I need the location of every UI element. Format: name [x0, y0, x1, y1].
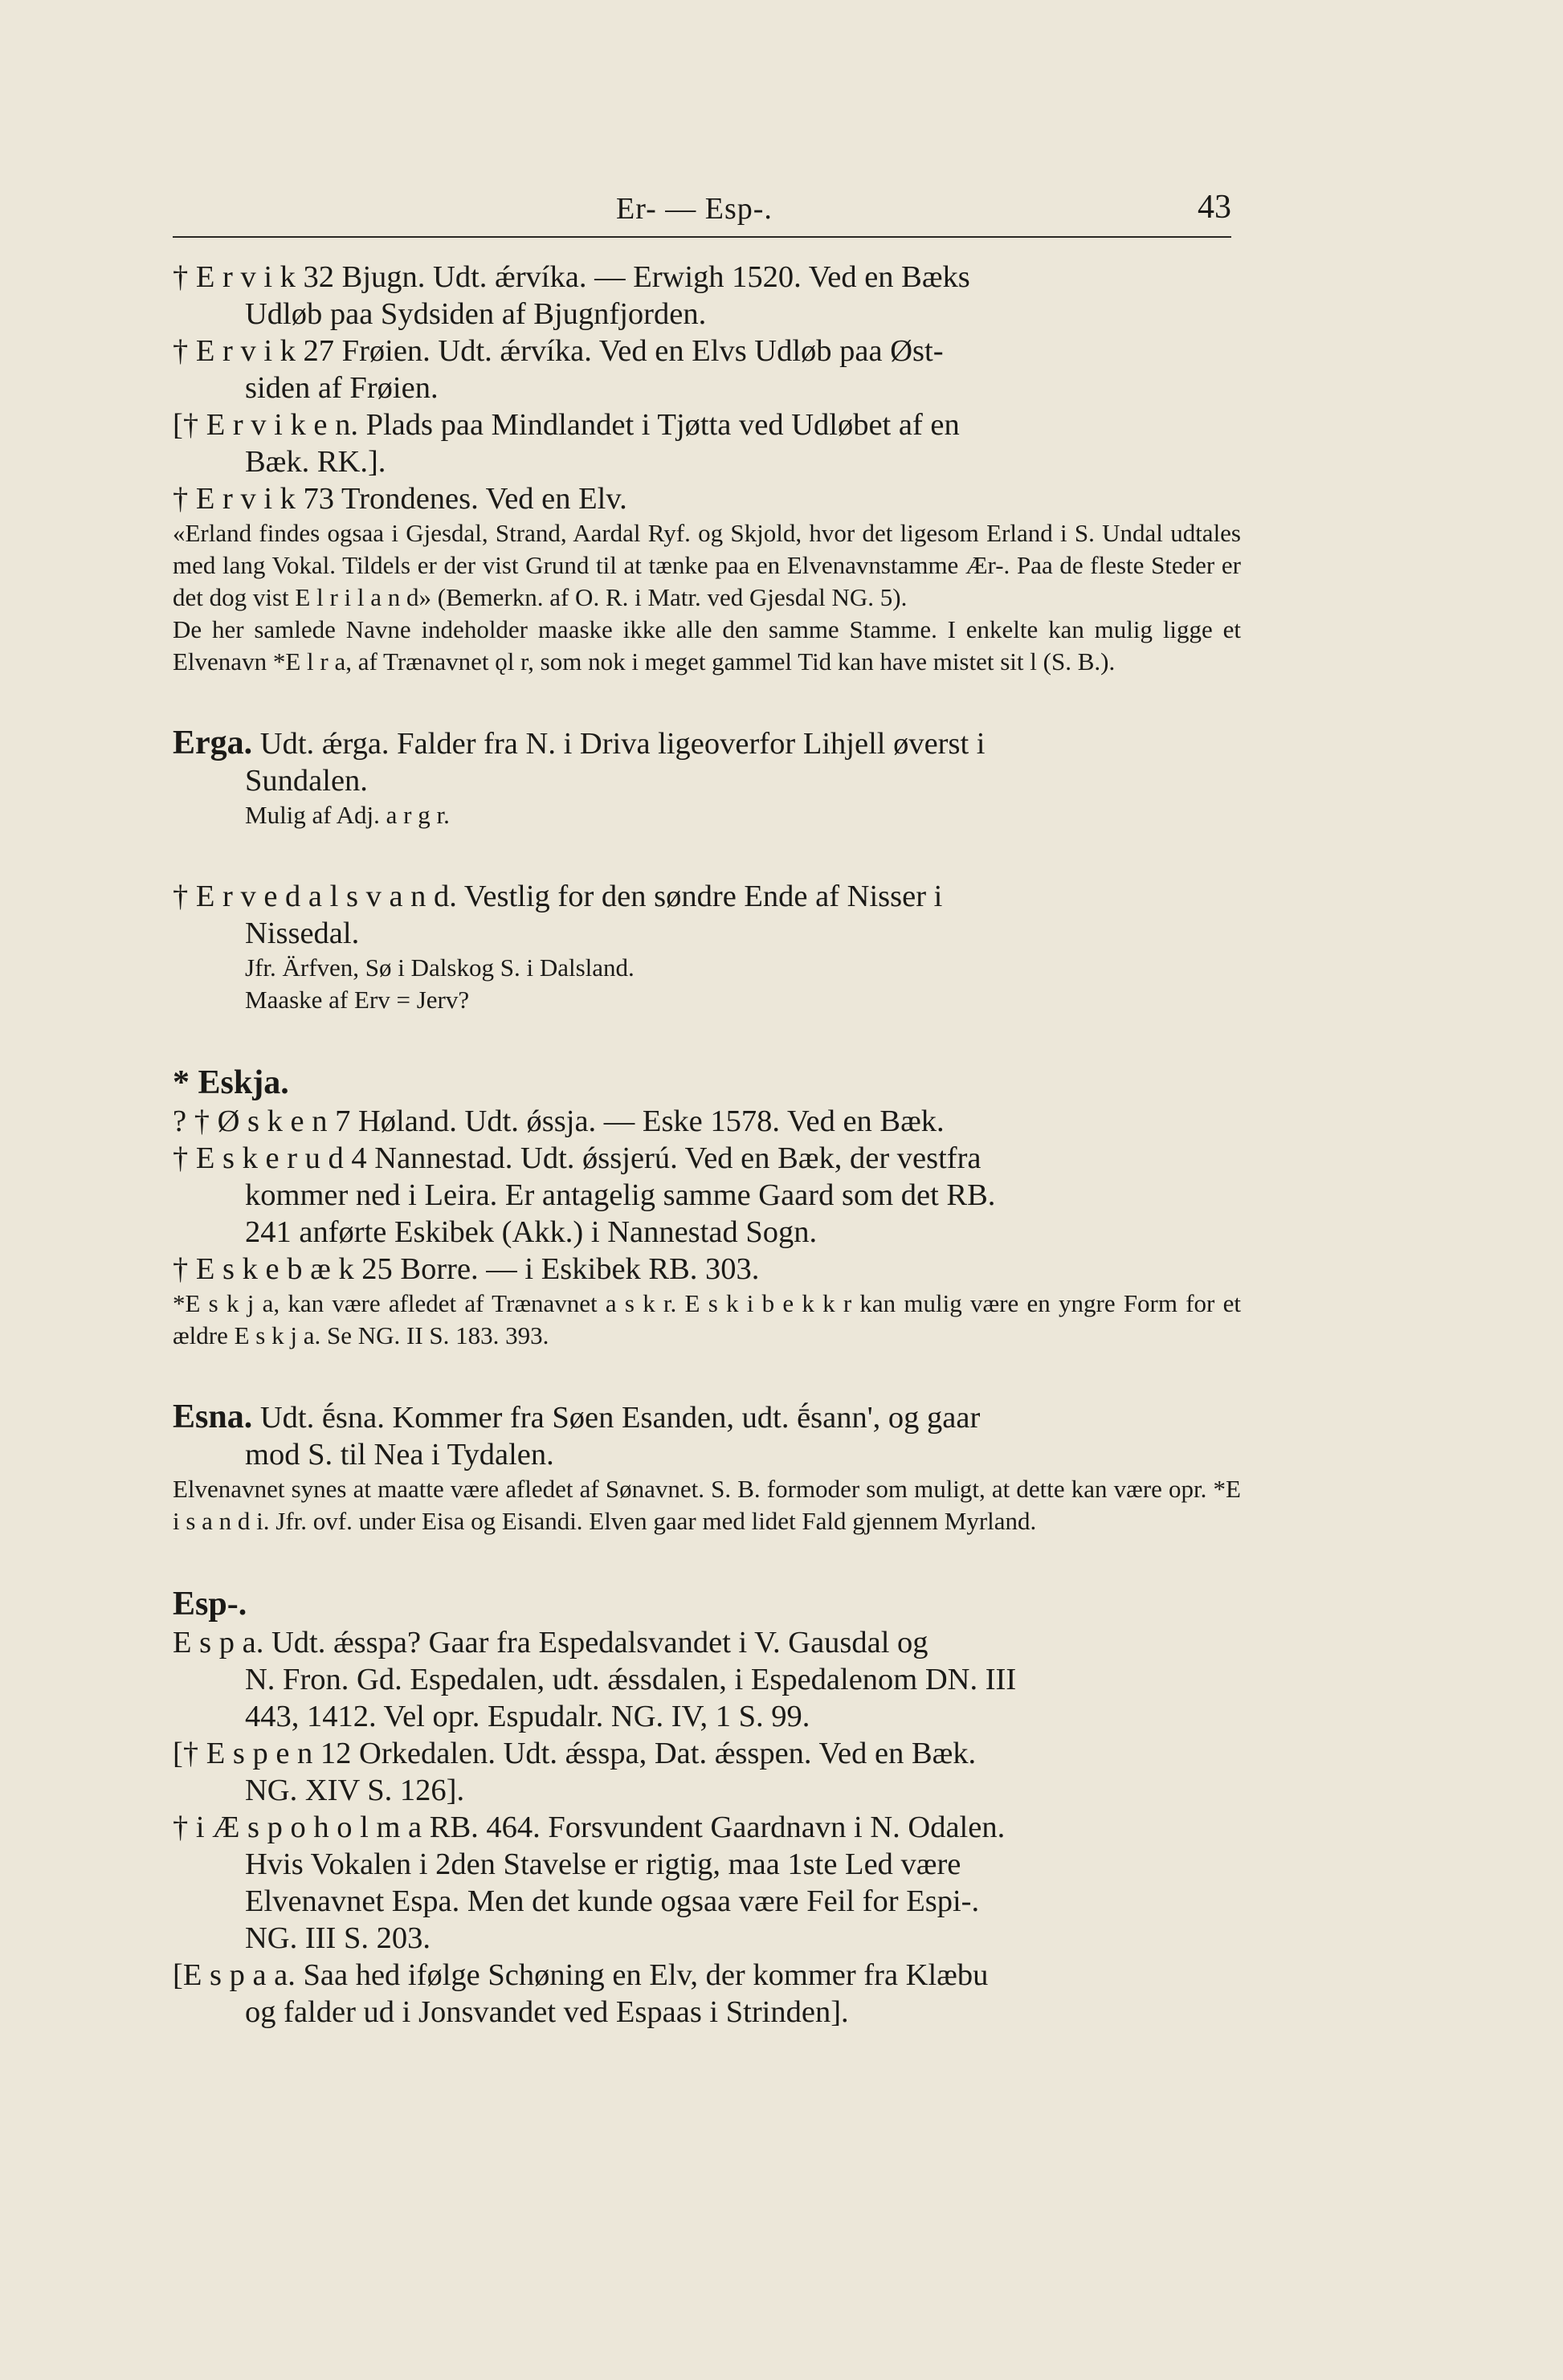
entry-first-line: Erga. Udt. ǽrga. Falder fra N. i Driva ligeoverfor Lihjell øverst i: [173, 725, 986, 761]
entry-first-line: ? † Ø s k e n 7 Høland. Udt. ǿssja. — Eske 1578. Ved en Bæk.: [173, 1104, 945, 1138]
running-header: [173, 191, 1231, 238]
entry-first-line: † E r v i k 27 Frøien. Udt. ǽrvíka. Ved en Elvs Udløb paa Øst-: [173, 334, 944, 368]
entry-continuation-line: NG. III S. 203.: [245, 1921, 431, 1955]
remark-paragraph: De her samlede Navne indeholder maaske ikke alle den samme Stamme. I enkelte kan mulig ligge et Elvenavn *E l r a, af Trænavnet ǫl r, som nok i meget gammel Tid kan have mistet sit l (S. B.).: [173, 615, 1241, 676]
entry-continuation-line: N. Fron. Gd. Espedalen, udt. ǽssdalen, i Espedalenom DN. III: [245, 1663, 1017, 1696]
place-name-entry: [173, 259, 1241, 333]
block-gap: [173, 678, 1241, 725]
entry-first-line: † E r v i k 73 Trondenes. Ved en Elv.: [173, 482, 627, 516]
place-name-entry: [173, 333, 1241, 406]
entry-first-line: † E s k e b æ k 25 Borre. — i Eskibek RB. 303.: [173, 1252, 760, 1286]
entry-continuation-line: 241 anførte Eskibek (Akk.) i Nannestad Sogn.: [245, 1215, 818, 1249]
entry-first-line: † E r v e d a l s v a n d. Vestlig for den søndre Ende af Nisser i: [173, 880, 943, 913]
remark-paragraph: Maaske af Erv = Jerv?: [245, 986, 470, 1014]
entry-continuation-line: NG. XIV S. 126].: [245, 1774, 465, 1807]
page-body: [173, 259, 1241, 2031]
block-gap: [173, 1352, 1241, 1398]
entry-continuation-line: Sundalen.: [245, 764, 368, 798]
entry-first-line: Esna. Udt. ḗsna. Kommer fra Søen Esanden, udt. ḗsann', og gaar: [173, 1398, 981, 1435]
entry-continuation-line: 443, 1412. Vel opr. Espudalr. NG. IV, 1 S. 99.: [245, 1700, 810, 1733]
block-gap: [173, 1537, 1241, 1584]
place-name-entry: [173, 1957, 1241, 2031]
remark-paragraph: Jfr. Ärfven, Sø i Dalskog S. i Dalsland.: [245, 953, 635, 982]
block-gap: [173, 1016, 1241, 1063]
running-title: Er- — Esp-.: [616, 192, 773, 226]
entry-first-line: † E r v i k 32 Bjugn. Udt. ǽrvíka. — Erwigh 1520. Ved en Bæks: [173, 260, 970, 294]
entry-first-line: [† E s p e n 12 Orkedalen. Udt. ǽsspa, Dat. ǽsspen. Ved en Bæk.: [173, 1737, 977, 1770]
place-name-entry: [173, 1624, 1241, 1735]
section-heading: * Eskja.: [173, 1064, 289, 1101]
entry-continuation-line: og falder ud i Jonsvandet ved Espaas i Strinden].: [245, 1995, 849, 2029]
entry-continuation-line: Nissedal.: [245, 916, 360, 950]
place-name-entry: [173, 480, 1241, 517]
place-name-entry: [173, 878, 1241, 952]
entry-continuation-line: Hvis Vokalen i 2den Stavelse er rigtig, maa 1ste Led være: [245, 1847, 961, 1881]
place-name-entry: [173, 1398, 1241, 1473]
place-name-entry: [173, 1251, 1241, 1288]
entry-continuation-line: siden af Frøien.: [245, 371, 439, 405]
entry-first-line: † E s k e r u d 4 Nannestad. Udt. ǿssjerú. Ved en Bæk, der vestfra: [173, 1141, 981, 1175]
block-gap: [173, 831, 1241, 878]
entry-continuation-line: Udløb paa Sydsiden af Bjugnfjorden.: [245, 297, 707, 331]
place-name-entry: [173, 1103, 1241, 1140]
place-name-entry: [173, 725, 1241, 799]
place-name-entry: [173, 1809, 1241, 1957]
remark-paragraph: «Erland findes ogsaa i Gjesdal, Strand, Aardal Ryf. og Skjold, hvor det ligesom Erland i S. Undal udtales med lang Vokal. Tildels er der vist Grund til at tænke paa en Elvenavnstamme Ær-. Paa de fleste Steder er det dog vist E l r i l a n d» (Bemerkn. af O. R. i Matr. ved Gjesdal NG. 5).: [173, 519, 1241, 611]
entry-first-line: [† E r v i k e n. Plads paa Mindlandet i Tjøtta ved Udløbet af en: [173, 408, 960, 442]
entry-first-line: † i Æ s p o h o l m a RB. 464. Forsvundent Gaardnavn i N. Odalen.: [173, 1811, 1006, 1844]
remark-paragraph: *E s k j a, kan være afledet af Trænavnet a s k r. E s k i b e k k r kan mulig være en yngre Form for et ældre E s k j a. Se NG. II S. 183. 393.: [173, 1289, 1241, 1349]
remark-paragraph: Elvenavnet synes at maatte være afledet af Sønavnet. S. B. formoder som muligt, at dette kan være opr. *E i s a n d i. Jfr. ovf. under Eisa og Eisandi. Elven gaar med lidet Fald gjennem Myrland.: [173, 1475, 1241, 1535]
entry-continuation-line: Bæk. RK.].: [245, 445, 386, 479]
entry-continuation-line: kommer ned i Leira. Er antagelig samme Gaard som det RB.: [245, 1178, 996, 1212]
page-number: 43: [1198, 189, 1231, 226]
entry-first-line: [E s p a a. Saa hed ifølge Schøning en Elv, der kommer fra Klæbu: [173, 1958, 989, 1992]
entry-continuation-line: mod S. til Nea i Tydalen.: [245, 1438, 554, 1472]
section-heading: Esp-.: [173, 1586, 247, 1623]
place-name-entry: [173, 1140, 1241, 1251]
remark-paragraph: Mulig af Adj. a r g r.: [245, 801, 450, 829]
entry-continuation-line: Elvenavnet Espa. Men det kunde ogsaa være Feil for Espi-.: [245, 1884, 980, 1918]
place-name-entry: [173, 1735, 1241, 1809]
place-name-entry: [173, 406, 1241, 480]
entry-first-line: E s p a. Udt. ǽsspa? Gaar fra Espedalsvandet i V. Gausdal og: [173, 1626, 928, 1659]
